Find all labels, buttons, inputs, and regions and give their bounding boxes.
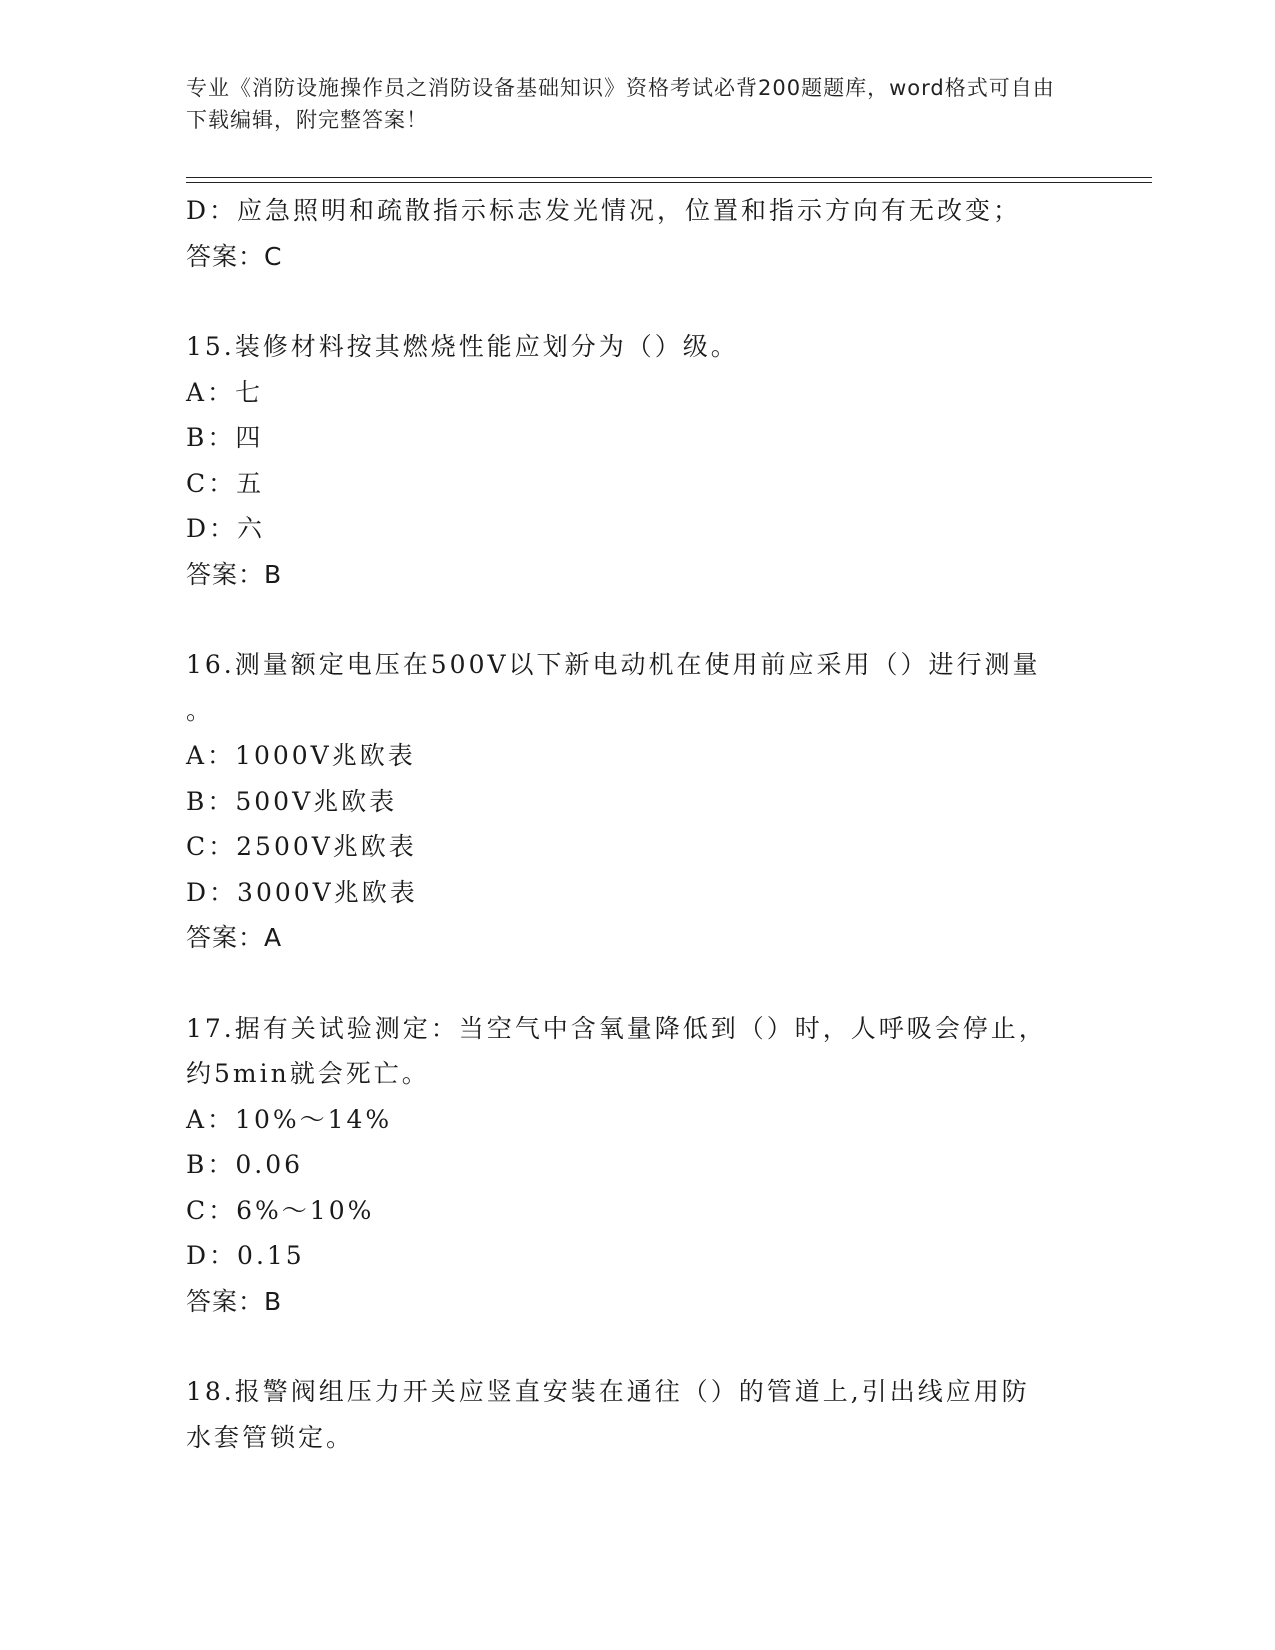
option-c: C：6%～10%: [186, 1195, 375, 1225]
option-d: D：应急照明和疏散指示标志发光情况，位置和指示方向有无改变；: [186, 196, 1022, 225]
header-rule-top: [186, 177, 1152, 178]
question-title-continued: 约5min就会死亡。: [186, 1059, 430, 1088]
answer: 答案：A: [186, 923, 283, 952]
question-16: [186, 642, 1066, 961]
option-a: A：10%～14%: [186, 1104, 393, 1134]
question-title-continued: 水套管锁定。: [186, 1422, 355, 1452]
spacer: [186, 597, 1066, 642]
question-content: [186, 188, 1066, 1460]
answer: 答案：B: [186, 1286, 283, 1316]
spacer: [186, 279, 1066, 324]
header-rule-bottom: [186, 182, 1152, 183]
option-d: D：0.15: [186, 1241, 305, 1270]
option-b: B：0.06: [186, 1150, 304, 1179]
option-b: B：500V兆欧表: [186, 786, 398, 816]
option-c: C：2500V兆欧表: [186, 832, 417, 861]
option-a: A：七: [186, 377, 264, 407]
spacer: [186, 1324, 1066, 1369]
question-title: 17.据有关试验测定：当空气中含氧量降低到（）时，人呼吸会停止，: [186, 1013, 1047, 1043]
option-b: B：四: [186, 423, 264, 452]
question-18: [186, 1369, 1066, 1460]
option-c: C：五: [186, 468, 265, 498]
option-d: D：六: [186, 514, 266, 543]
question-15: [186, 324, 1066, 597]
question-title-continued: 。: [186, 695, 215, 725]
question-title: 16.测量额定电压在500V以下新电动机在使用前应采用（）进行测量: [186, 650, 1041, 679]
answer: 答案：C: [186, 241, 283, 271]
question-17: [186, 1006, 1066, 1325]
spacer: [186, 961, 1066, 1006]
answer: 答案：B: [186, 559, 283, 589]
option-d: D：3000V兆欧表: [186, 877, 418, 907]
question-title: 18.报警阀组压力开关应竖直安装在通往（）的管道上,引出线应用防: [186, 1377, 1030, 1406]
document-header: [186, 72, 1066, 136]
question-title: 15.装修材料按其燃烧性能应划分为（）级。: [186, 332, 739, 361]
header-text: 专业《消防设施操作员之消防设备基础知识》资格考试必背200题题库，word格式可自由下载编辑，附完整答案！: [186, 76, 1055, 132]
option-a: A：1000V兆欧表: [186, 741, 416, 770]
